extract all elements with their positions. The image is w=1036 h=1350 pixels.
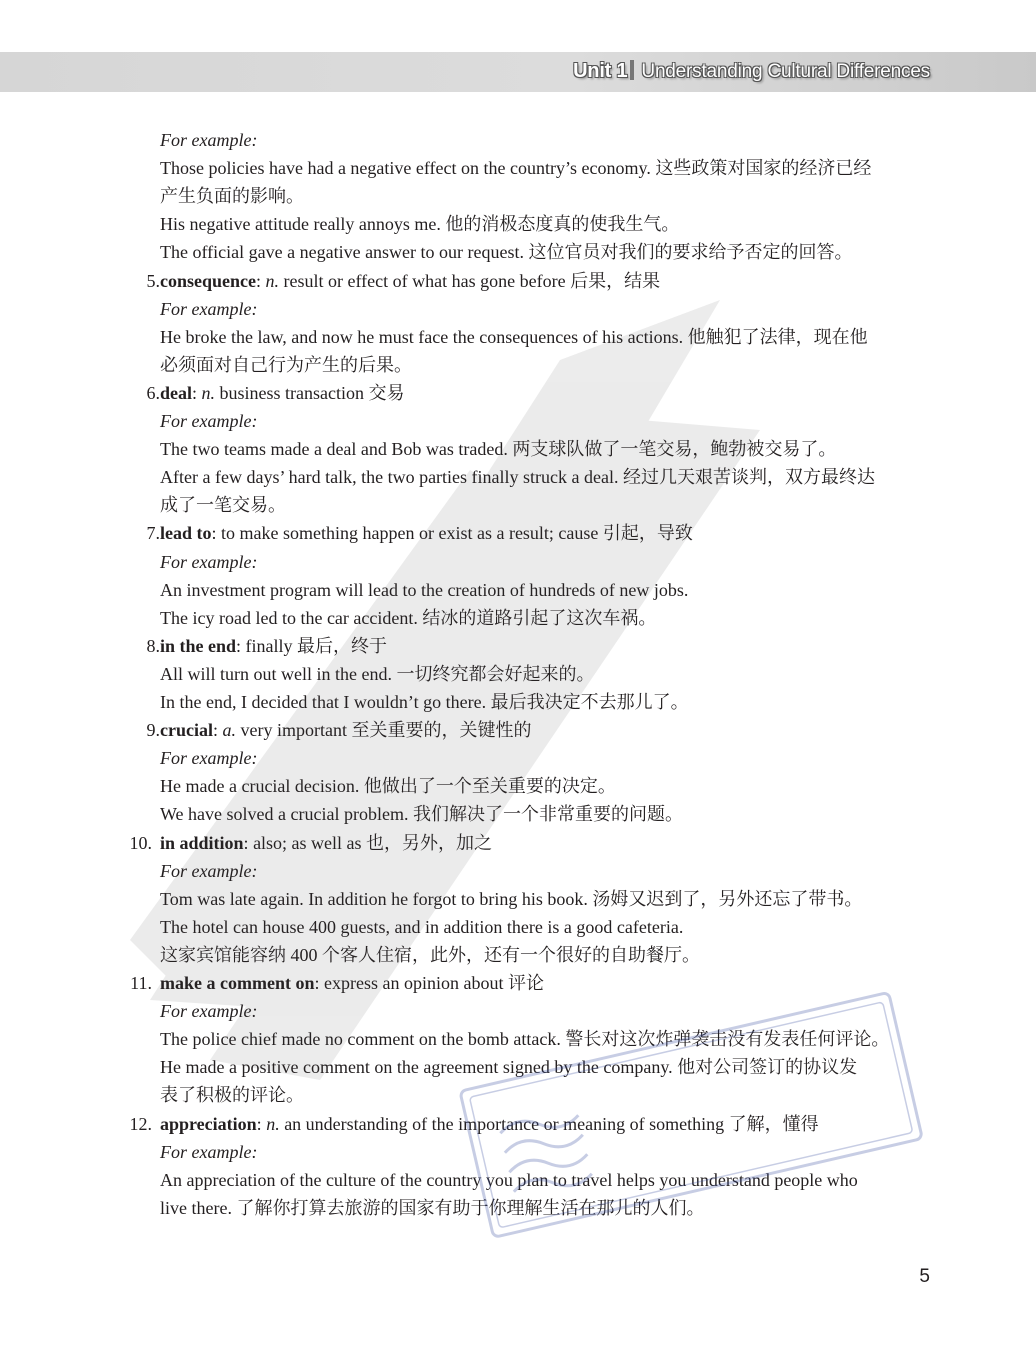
entry-term: lead to [160, 523, 212, 543]
part-of-speech: n. [265, 271, 280, 291]
example-sentence: The icy road led to the car accident. 结冰的道路引起了这次车祸。 [160, 608, 657, 628]
entry-number: 12. [129, 1114, 152, 1134]
part-of-speech: n. [266, 1114, 280, 1134]
running-header [573, 60, 930, 83]
example-sentence: He made a crucial decision. 他做出了一个至关重要的决定。 [160, 776, 616, 796]
page-number: 5 [919, 1266, 930, 1287]
example-label: For example: [160, 1142, 258, 1162]
unit-title: Understanding Cultural Differences [641, 61, 930, 82]
entry-definition: result or effect of what has gone before 后果，结果 [283, 271, 661, 291]
vocab-entry: 6. deal: n. business transaction 交易 [160, 381, 405, 405]
entry-term: deal [160, 383, 193, 403]
entry-definition: finally 最后，终于 [245, 636, 388, 656]
example-sentence: In the end, I decided that I wouldn’t go there. 最后我决定不去那儿了。 [160, 692, 689, 712]
example-sentence: We have solved a crucial problem. 我们解决了一个非常重要的问题。 [160, 804, 683, 824]
entry-term: make a comment on [160, 973, 315, 993]
part-of-speech: a. [222, 720, 236, 740]
example-sentence: The official gave a negative answer to our request. 这位官员对我们的要求给予否定的回答。 [160, 242, 853, 262]
example-sentence: 这家宾馆能容纳 400 个客人住宿，此外，还有一个很好的自助餐厅。 [160, 945, 700, 965]
example-sentence: An appreciation of the culture of the country you plan to travel helps you understand people who [160, 1170, 858, 1190]
example-label: For example: [160, 552, 258, 572]
example-sentence: 产生负面的影响。 [160, 186, 304, 206]
entry-definition: business transaction 交易 [219, 383, 405, 403]
entry-term: consequence [160, 271, 256, 291]
entry-term: in addition [160, 833, 244, 853]
vocab-entry: 8. in the end: finally 最后，终于 [160, 634, 387, 658]
part-of-speech: n. [201, 383, 216, 403]
vocab-entry: 5. consequence: n. result or effect of what has gone before 后果，结果 [160, 269, 660, 293]
example-sentence: 必须面对自己行为产生的后果。 [160, 355, 412, 375]
example-sentence: After a few days’ hard talk, the two parties finally struck a deal. 经过几天艰苦谈判，双方最终达 [160, 467, 875, 487]
unit-label: Unit 1 [573, 60, 628, 82]
entry-number: 8. [146, 636, 160, 656]
example-sentence: The hotel can house 400 guests, and in addition there is a good cafeteria. [160, 917, 684, 937]
example-label: For example: [160, 130, 258, 150]
entry-definition: also; as well as 也，另外，加之 [253, 833, 493, 853]
vocab-entry: 7. lead to: to make something happen or exist as a result; cause 引起，导致 [160, 521, 693, 545]
entry-term: crucial [160, 720, 213, 740]
example-label: For example: [160, 1001, 258, 1021]
example-label: For example: [160, 299, 258, 319]
entry-number: 6. [146, 383, 160, 403]
entry-number: 10. [129, 833, 152, 853]
entry-definition: very important 至关重要的，关键性的 [240, 720, 532, 740]
vocab-entry: 10. in addition: also; as well as 也，另外，加之 [160, 831, 492, 855]
example-sentence: His negative attitude really annoys me. 他的消极态度真的使我生气。 [160, 214, 680, 234]
example-sentence: All will turn out well in the end. 一切终究都会好起来的。 [160, 664, 595, 684]
entry-number: 9. [146, 720, 160, 740]
example-sentence: 成了一笔交易。 [160, 495, 286, 515]
example-sentence: 表了积极的评论。 [160, 1085, 304, 1105]
vocab-entry: 11. make a comment on: express an opinion about 评论 [160, 971, 544, 995]
entry-term: appreciation [160, 1114, 257, 1134]
example-sentence: An investment program will lead to the creation of hundreds of new jobs. [160, 580, 689, 600]
example-sentence: Those policies have had a negative effect on the country’s economy. 这些政策对国家的经济已经 [160, 158, 872, 178]
entry-definition: to make something happen or exist as a result; cause 引起，导致 [221, 523, 693, 543]
example-sentence: He broke the law, and now he must face the consequences of his actions. 他触犯了法律，现在他 [160, 327, 868, 347]
example-sentence: The two teams made a deal and Bob was traded. 两支球队做了一笔交易，鲍勃被交易了。 [160, 439, 837, 459]
vocab-entry: 12. appreciation: n. an understanding of the importance or meaning of something 了解，懂得 [160, 1112, 819, 1136]
entry-term: in the end [160, 636, 237, 656]
header-separator [630, 60, 634, 80]
example-sentence: Tom was late again. In addition he forgot to bring his book. 汤姆又迟到了，另外还忘了带书。 [160, 889, 863, 909]
example-label: For example: [160, 748, 258, 768]
example-sentence: live there. 了解你打算去旅游的国家有助于你理解生活在那儿的人们。 [160, 1198, 705, 1218]
entry-definition: an understanding of the importance or meaning of something 了解，懂得 [284, 1114, 819, 1134]
example-sentence: The police chief made no comment on the bomb attack. 警长对这次炸弹袭击没有发表任何评论。 [160, 1029, 890, 1049]
entry-number: 7. [146, 523, 160, 543]
example-label: For example: [160, 411, 258, 431]
entry-definition: express an opinion about 评论 [324, 973, 544, 993]
example-label: For example: [160, 861, 258, 881]
example-sentence: He made a positive comment on the agreement signed by the company. 他对公司签订的协议发 [160, 1057, 858, 1077]
vocab-entry: 9. crucial: a. very important 至关重要的，关键性的 [160, 718, 531, 742]
entry-number: 11. [130, 973, 152, 993]
entry-number: 5. [146, 271, 160, 291]
